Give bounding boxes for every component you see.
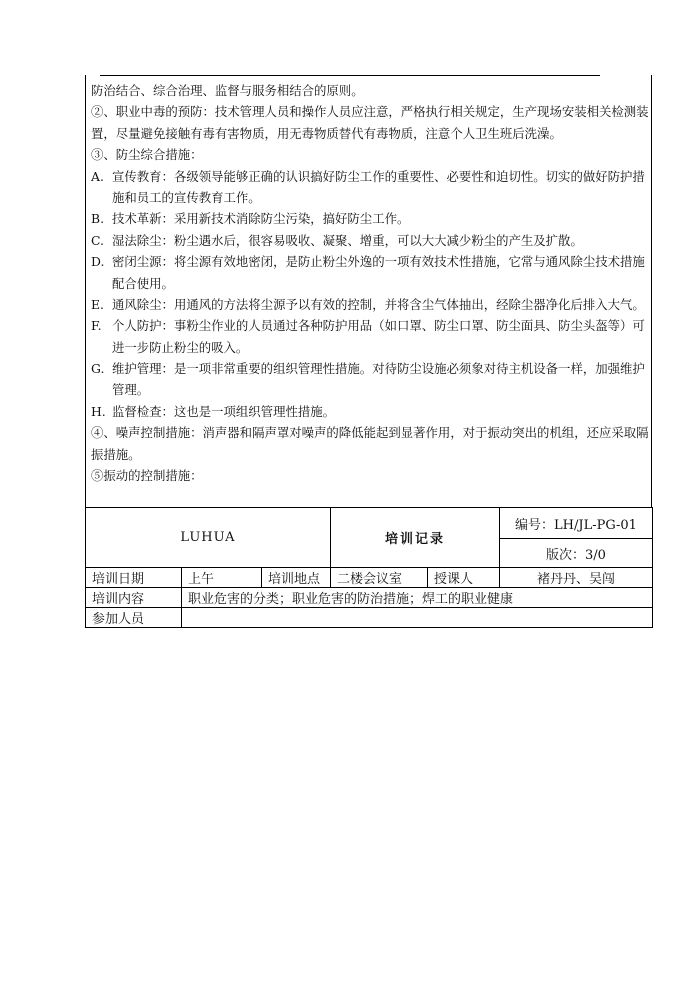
- line-text: 施和员工的宣传教育工作。: [112, 189, 261, 205]
- content-line: [91, 273, 647, 294]
- line-text: 配合使用。: [112, 275, 174, 291]
- line-text: 进一步防止粉尘的吸入。: [112, 339, 249, 355]
- participants-label: 参加人员: [86, 608, 182, 628]
- content-line: [91, 144, 647, 165]
- content-line: [91, 80, 647, 101]
- content-line: [91, 294, 647, 315]
- line-text: 密闭尘源：将尘源有效地密闭，是防止粉尘外逸的一项有效技术性措施，它常与通风除尘技术措施: [112, 254, 645, 270]
- line-text: ④、噪声控制措施：消声器和隔声罩对噪声的降低能起到显著作用，对于振动突出的机组，还应采取隔: [91, 425, 649, 441]
- line-text: 管理。: [112, 382, 150, 398]
- content-text: [91, 80, 647, 486]
- training-record-table: [85, 507, 653, 628]
- teacher-value: 褚丹丹、吴闯: [500, 568, 653, 588]
- list-marker: C.: [91, 232, 104, 248]
- record-title: 培训记录: [331, 508, 500, 568]
- date-label: 培训日期: [86, 568, 182, 588]
- line-text: ③、防尘综合措施：: [91, 147, 203, 163]
- content-line: [91, 208, 647, 229]
- participants-value: [182, 608, 653, 628]
- line-text: 个人防护：事粉尘作业的人员通过各种防护用品（如口罩、防尘口罩、防尘面具、防尘头盔等）可: [112, 318, 645, 334]
- list-marker: D.: [91, 254, 105, 270]
- list-marker: F.: [91, 318, 102, 334]
- content-label: 培训内容: [86, 588, 182, 608]
- teacher-label: 授课人: [428, 568, 500, 588]
- list-marker: B.: [91, 211, 105, 227]
- line-text: 置，尽量避免接触有毒有害物质，用无毒物质替代有毒物质，注意个人卫生班后洗澡。: [91, 125, 562, 141]
- content-line: [91, 465, 647, 486]
- line-text: ②、职业中毒的预防：技术管理人员和操作人员应注意，严格执行相关规定，生产现场安装相关检测装: [91, 104, 649, 120]
- content-line: [91, 251, 647, 272]
- company-logo-text: LUHUA: [86, 508, 331, 568]
- place-value: 二楼会议室: [331, 568, 428, 588]
- content-line: [91, 187, 647, 208]
- place-label: 培训地点: [262, 568, 331, 588]
- content-line: [91, 166, 647, 187]
- list-marker: E.: [91, 296, 104, 312]
- line-text: 振措施。: [91, 446, 141, 462]
- content-line: [91, 444, 647, 465]
- line-text: 技术革新：采用新技术消除防尘污染，搞好防尘工作。: [112, 211, 410, 227]
- content-value: 职业危害的分类；职业危害的防治措施；焊工的职业健康: [182, 588, 653, 608]
- content-line: [91, 401, 647, 422]
- content-line: [91, 101, 647, 122]
- line-text: 湿法除尘：粉尘遇水后，很容易吸收、凝聚、增重，可以大大减少粉尘的产生及扩散。: [112, 232, 583, 248]
- content-line: [91, 315, 647, 336]
- content-line: [91, 379, 647, 400]
- content-line: [91, 337, 647, 358]
- list-marker: G.: [91, 361, 105, 377]
- content-line: [91, 358, 647, 379]
- document-code: 编号：LH/JL-PG-01: [500, 508, 653, 539]
- line-text: 宣传教育：各级领导能够正确的认识搞好防尘工作的重要性、必要性和迫切性。切实的做好防护措: [112, 168, 645, 184]
- version-number: 版次：3/0: [500, 539, 653, 568]
- date-value: 上午: [182, 568, 262, 588]
- list-marker: H.: [91, 403, 106, 419]
- line-text: 监督检查：这也是一项组织管理性措施。: [112, 403, 336, 419]
- content-line: [91, 422, 647, 443]
- list-marker: A.: [91, 168, 104, 184]
- line-text: 维护管理：是一项非常重要的组织管理性措施。对待防尘设施必须象对待主机设备一样，加强维护: [112, 361, 645, 377]
- line-text: 防治结合、综合治理、监督与服务相结合的原则。: [91, 83, 364, 98]
- content-line: [91, 123, 647, 144]
- line-text: ⑤振动的控制措施：: [91, 468, 203, 484]
- content-line: [91, 230, 647, 251]
- line-text: 通风除尘：用通风的方法将尘源予以有效的控制，并将含尘气体抽出，经除尘器净化后排入大气。: [112, 296, 645, 312]
